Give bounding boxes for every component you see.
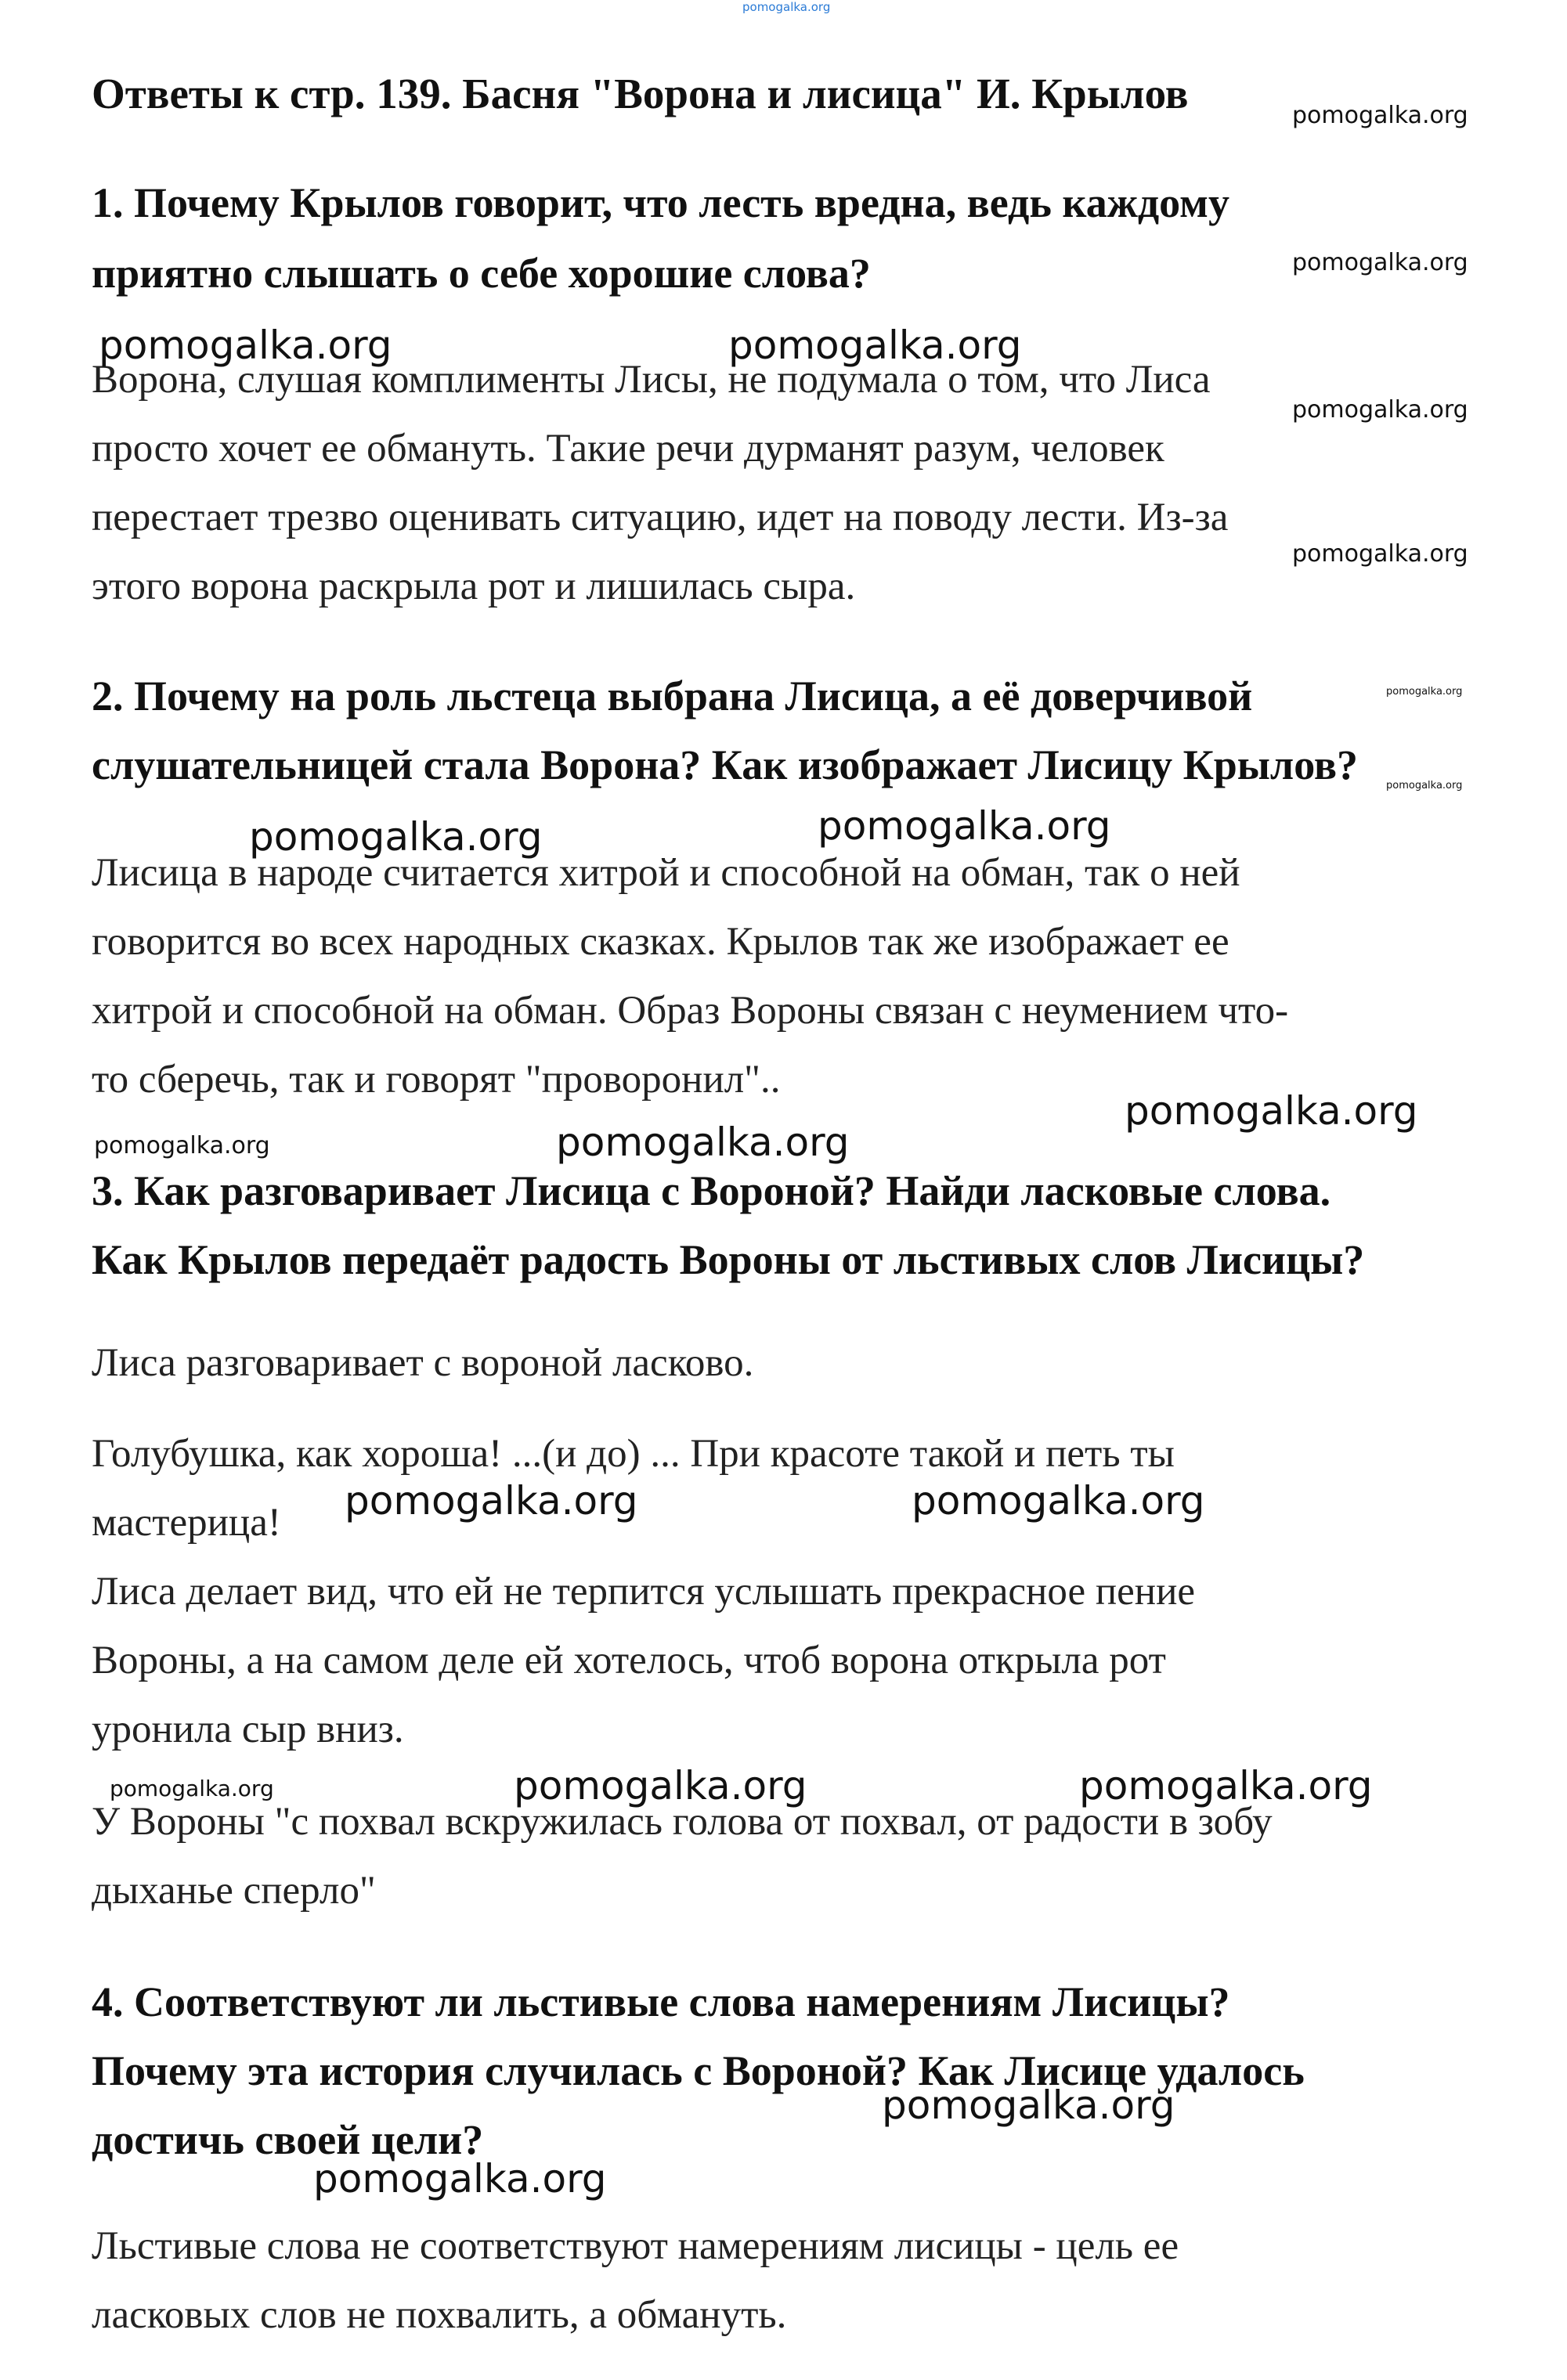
watermark: pomogalka.org — [728, 323, 1022, 368]
answer-4-line-2: ласковых слов не похвалить, а обмануть. — [92, 2293, 787, 2337]
answer-2-line-1: Лисица в народе считается хитрой и способной на обман, так о ней — [92, 851, 1240, 895]
question-1-line-2: приятно слышать о себе хорошие слова? — [92, 250, 871, 297]
answer-3-p2-line-2: мастерица! — [92, 1501, 281, 1545]
watermark: pomogalka.org — [1292, 249, 1468, 276]
question-2-line-2: слушательницей стала Ворона? Как изображает Лисицу Крылов? — [92, 741, 1359, 788]
page-title: Ответы к стр. 139. Басня "Ворона и лисица" И. Крылов — [92, 70, 1189, 117]
watermark: pomogalka.org — [882, 2082, 1175, 2128]
header-watermark: pomogalka.org — [742, 0, 831, 14]
answer-1-line-1: Ворона, слушая комплименты Лисы, не подумала о том, что Лиса — [92, 358, 1211, 402]
answer-1-line-3: перестает трезво оценивать ситуацию, идет на поводу лести. Из-за — [92, 496, 1229, 539]
answer-3-p2-line-1: Голубушка, как хороша! ...(и до) ... При красоте такой и петь ты — [92, 1432, 1175, 1476]
answer-3-paragraph-1: Лиса разговаривает с вороной ласково. — [92, 1341, 754, 1385]
answer-3-p3-line-2: Вороны, а на самом деле ей хотелось, чтоб ворона открыла рот — [92, 1639, 1166, 1682]
watermark: pomogalka.org — [249, 814, 543, 860]
watermark: pomogalka.org — [110, 1776, 274, 1801]
answer-1-line-2: просто хочет ее обмануть. Такие речи дурманят разум, человек — [92, 427, 1164, 471]
question-3-line-1: 3. Как разговаривает Лисица с Вороной? Найди ласковые слова. — [92, 1167, 1331, 1214]
watermark: pomogalka.org — [99, 323, 392, 368]
answer-4-line-1: Льстивые слова не соответствуют намерениям лисицы - цель ее — [92, 2224, 1179, 2268]
watermark: pomogalka.org — [1292, 540, 1468, 568]
answer-1-line-4: этого ворона раскрыла рот и лишилась сыра. — [92, 564, 856, 608]
watermark: pomogalka.org — [1292, 102, 1468, 129]
question-4-line-1: 4. Соответствуют ли льстивые слова намерениям Лисицы? — [92, 1978, 1230, 2025]
watermark: pomogalka.org — [818, 803, 1111, 849]
answer-2-line-2: говорится во всех народных сказках. Крылов так же изображает ее — [92, 920, 1229, 964]
answer-3-p3-line-3: уронила сыр вниз. — [92, 1707, 404, 1751]
watermark: pomogalka.org — [1079, 1763, 1373, 1808]
answer-2-line-4: то сберечь, так и говорят "проворонил".. — [92, 1058, 781, 1102]
question-3-line-2: Как Крылов передаёт радость Вороны от льстивых слов Лисицы? — [92, 1236, 1365, 1283]
question-2-line-1: 2. Почему на роль льстеца выбрана Лисица, а её доверчивой — [92, 673, 1253, 719]
watermark: pomogalka.org — [912, 1478, 1205, 1524]
question-4-line-3: достичь своей цели? — [92, 2116, 484, 2163]
watermark: pomogalka.org — [1386, 686, 1463, 698]
answer-3-p3-line-1: Лиса делает вид, что ей не терпится услышать прекрасное пение — [92, 1570, 1195, 1614]
watermark: pomogalka.org — [345, 1478, 638, 1524]
watermark: pomogalka.org — [1125, 1088, 1418, 1134]
watermark: pomogalka.org — [1292, 396, 1468, 424]
answer-2-line-3: хитрой и способной на обман. Образ Вороны связан с неумением что- — [92, 989, 1289, 1033]
watermark: pomogalka.org — [514, 1763, 807, 1808]
question-4-line-2: Почему эта история случилась с Вороной? Как Лисице удалось — [92, 2047, 1305, 2094]
watermark: pomogalka.org — [313, 2156, 607, 2202]
answer-3-p4-line-2: дыханье сперло" — [92, 1869, 376, 1913]
watermark: pomogalka.org — [556, 1120, 850, 1165]
question-1-line-1: 1. Почему Крылов говорит, что лесть вредна, ведь каждому — [92, 179, 1229, 226]
answer-3-p4-line-1: У Вороны "с похвал вскружилась голова от похвал, от радости в зобу — [92, 1800, 1273, 1844]
watermark: pomogalka.org — [1386, 780, 1463, 792]
watermark: pomogalka.org — [94, 1132, 270, 1159]
